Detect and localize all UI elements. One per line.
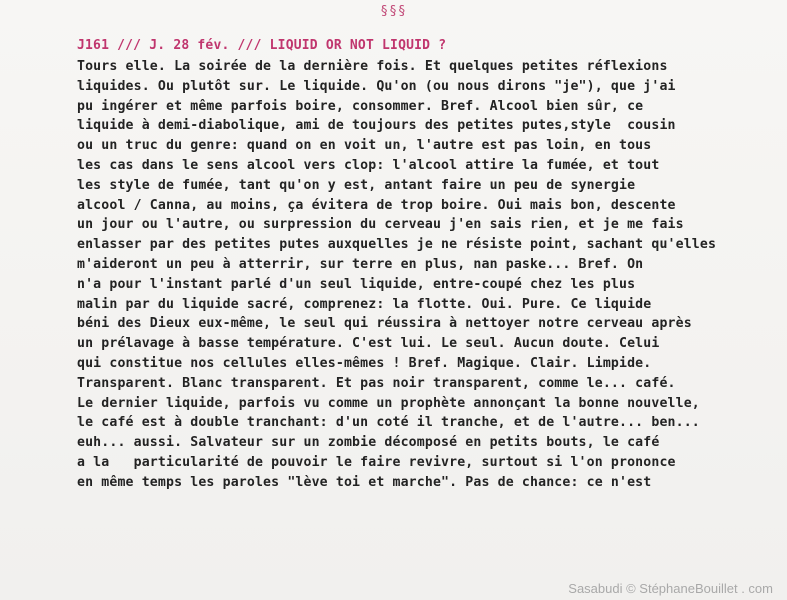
text-line: Tours elle. La soirée de la dernière fois. Et quelques petites réflexions [77, 59, 668, 74]
copyright-watermark: Sasabudi © StéphaneBouillet . com [568, 581, 773, 596]
text-line: alcool / Canna, au moins, ça évitera de trop boire. Oui mais bon, descente [77, 197, 676, 213]
text-line: a la particularité de pouvoir le faire revivre, surtout si l'on prononce [77, 454, 676, 470]
text-line: malin par du liquide sacré, comprenez: la flotte. Oui. Pure. Ce liquide [77, 296, 652, 312]
text-line: un jour ou l'autre, ou surpression du cerveau j'en sais rien, et je me fais [77, 217, 684, 233]
text-line: euh... aussi. Salvateur sur un zombie décomposé en petits bouts, le café [77, 435, 660, 451]
text-line: pu ingérer et même parfois boire, consommer. Bref. Alcool bien sûr, ce [77, 98, 644, 114]
text-line: Transparent. Blanc transparent. Et pas noir transparent, comme le... café. [77, 375, 676, 391]
text-line: le café est à double tranchant: d'un coté il tranche, et de l'autre... ben... [77, 415, 700, 431]
text-line: ou un truc du genre: quand on en voit un, l'autre est pas loin, en tous [77, 138, 652, 154]
entry-header: J161 /// J. 28 fév. /// LIQUID OR NOT LIQUID ? [77, 38, 447, 53]
text-line: en même temps les paroles "lève toi et marche". Pas de chance: ce n'est [77, 474, 652, 490]
text-line: les style de fumée, tant qu'on y est, antant faire un peu de synergie [77, 177, 636, 193]
text-line: qui constitue nos cellules elles-mêmes ! Bref. Magique. Clair. Limpide. [77, 355, 652, 371]
text-line: liquides. Ou plutôt sur. Le liquide. Qu'on (ou nous dirons "je"), que j'ai [77, 78, 676, 94]
text-line: enlasser par des petites putes auxquelles je ne résiste point, sachant qu'elles [77, 237, 717, 253]
text-line: les cas dans le sens alcool vers clop: l'alcool attire la fumée, et tout [77, 157, 660, 173]
text-line: m'aideront un peu à atterrir, sur terre en plus, nan paske... Bref. On [77, 256, 644, 272]
text-line: liquide à demi-diabolique, ami de toujours des petites putes,style cousin [77, 118, 676, 134]
text-line: Le dernier liquide, parfois vu comme un prophète annonçant la bonne nouvelle, [77, 395, 700, 411]
body-text [77, 57, 777, 493]
section-mark: §§§ [380, 4, 407, 19]
text-line: un prélavage à basse température. C'est lui. Le seul. Aucun doute. Celui [77, 336, 660, 352]
text-line: béni des Dieux eux-même, le seul qui réussira à nettoyer notre cerveau après [77, 316, 692, 332]
text-line: n'a pour l'instant parlé d'un seul liquide, entre-coupé chez les plus [77, 276, 636, 292]
